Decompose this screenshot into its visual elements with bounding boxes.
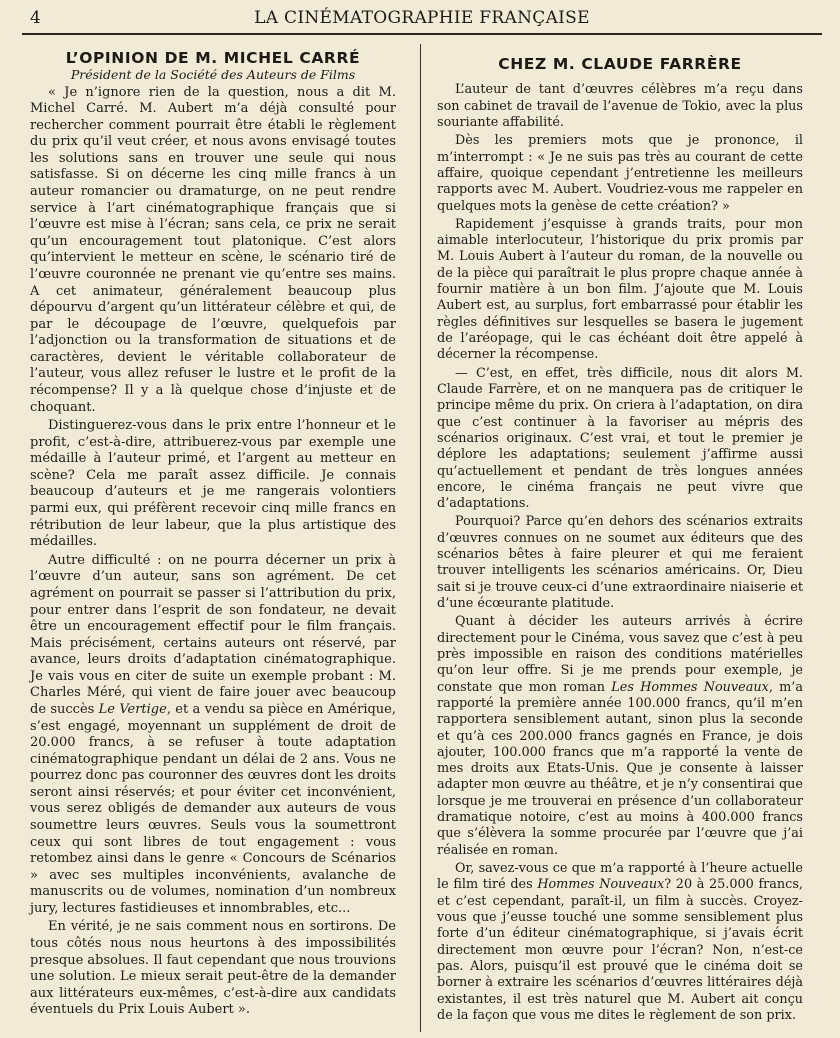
paragraph: Dès les premiers mots que je prononce, il m’interrompt : « Je ne suis pas très au courant de cette affaire, quoique cependant j’entretienne les meilleurs rapports avec M. Aubert. Voudriez-vous me rappeler en quelques mots la genèse de cette création? » — [437, 133, 803, 214]
paragraph: Pourquoi? Parce qu’en dehors des scénarios extraits d’œuvres connues on ne soumet aux éditeurs que des scénarios bêtes à faire pleurer et qui me feraient trouver intelligents les scénarios américains. Or, Dieu sait si je trouve ceux-ci d’une extraordinaire niaiserie et d’une écœurante platitude. — [437, 514, 803, 611]
right-article — [437, 50, 803, 1024]
paragraph: Distinguerez-vous dans le prix entre l’honneur et le profit, c’est-à-dire, attribuerez-vous par exemple une médaille à l’auteur primé, et l’argent au metteur en scène? Cela me paraît assez difficile. Je connais beaucoup d’auteurs et je me rangerais volontiers parmi eux, qui préfèrent recevoir cinq mille francs en rétribution de leur labeur, que la plus artistique des médailles. — [30, 418, 396, 550]
paragraph: « Je n’ignore rien de la question, nous a dit M. Michel Carré. M. Aubert m’a déjà consulté pour rechercher comment pourrait être établi le règlement du prix qu’il veut créer, et nous avons envisagé toutes les solutions sans en trouver une seule qui nous satisfasse. Si on décerne les cinq mille francs à un auteur romancier ou dramaturge, on ne peut rendre service à l’art cinématographique français que si l’œuvre est mise à l’écran; sans cela, ce prix ne serait qu’un encouragement tout platonique. C’est alors qu’intervient le metteur en scène, le scénario tiré de l’œuvre couronnée ne prenant vie qu’entre ses mains. A cet animateur, généralement beaucoup plus dépourvu d’argent qu’un littérateur célèbre et qui, de par le découpage de l’œuvre, quelquefois par l’adjonction ou la transformation de situations et de caractères, devient le véritable collaborateur de l’auteur, vous allez refuser le lustre et le profit de la récompense? Il y a là quelque chose d’injuste et de choquant. — [30, 84, 396, 415]
paragraph: — C’est, en effet, très difficile, nous dit alors M. Claude Farrère, et on ne manquera pas de critiquer le principe même du prix. On criera à l’adaptation, on dira que c’est continuer à la favoriser au mépris des scénarios originaux. C’est vrai, et tout le premier je déplore les adaptations; seulement j’affirme aussi qu’actuellement et pendant de très longues années encore, le cinéma français ne peut vivre que d’adaptations. — [437, 365, 803, 512]
column-divider — [420, 44, 421, 1032]
paragraph: En vérité, je ne sais comment nous en sortirons. De tous côtés nous nous heurtons à des impossibilités presque absolues. Il faut cependant que nous trouvions une solution. Le mieux serait peut-être de la demander aux littérateurs eux-mêmes, c’est-à-dire aux candidats éventuels du Prix Louis Aubert ». — [30, 919, 396, 1018]
header-rule — [22, 33, 822, 35]
right-article-title: CHEZ M. CLAUDE FARRÈRE — [498, 55, 742, 73]
page-header — [22, 4, 822, 32]
left-article-title: L’OPINION DE M. MICHEL CARRÉ — [65, 49, 361, 67]
paragraph: Autre difficulté : on ne pourra décerner un prix à l’œuvre d’un auteur, sans son agrément. De cet agrément on pourrait se passer si l’attribution du prix, pour entrer dans l’esprit de son fondateur, ne devait être un encouragement effectif pour le film français. Mais précisément, certains auteurs ont réservé, par avance, leurs droits d’adaptation cinématographique. Je vais vous en citer de suite un exemple probant : M. Charles Méré, qui vient de faire jouer avec beaucoup de succès Le Vertige, et a vendu sa pièce en Amérique, s’est engagé, moyennant un supplément de droit de 20.000 francs, à se refuser à toute adaptation cinématographique pendant un délai de 2 ans. Vous ne pourrez donc pas couronner des œuvres dont les droits seront ainsi réservés; et pour éviter cet inconvénient, vous serez obligés de demander aux auteurs de vous soumettre leurs œuvres. Seuls vous la soumettront ceux qui sont libres de tout engagement : vous retombez ainsi dans le genre « Concours de Scénarios » avec ses multiples inconvénients, avalanche de manuscrits ou de volumes, nomination d’un nombreux jury, lectures fastidieuses et innombrables, etc... — [30, 552, 396, 916]
journal-title: LA CINÉMATOGRAPHIE FRANÇAISE — [254, 8, 590, 28]
left-article — [30, 50, 396, 1019]
paragraph: Rapidement j’esquisse à grands traits, pour mon aimable interlocuteur, l’historique du prix promis par M. Louis Aubert à l’auteur du roman, de la nouvelle ou de la pièce qui paraîtrait le plus propre chaque année à fournir matière à un bon film. J’ajoute que M. Louis Aubert est, au surplus, fort embarrassé pour établir les règles définitives sur lesquelles se basera le jugement de l’aréopage, qui le cas échéant doit être appelé à décerner la récompense. — [437, 216, 803, 363]
left-article-subtitle: Président de la Société des Auteurs de Films — [70, 66, 356, 82]
paragraph: Or, savez-vous ce que m’a rapporté à l’heure actuelle le film tiré des Hommes Nouveaux? 20 à 25.000 francs, et c’est cependant, paraît-il, un film à succès. Croyez-vous que j’eusse touché une somme sensiblement plus forte d’un éditeur cinématographique, si j’avais écrit directement mon œuvre pour l’écran? Non, n’est-ce pas. Alors, puisqu’il est prouvé que le cinéma doit se borner à extraire les scénarios d’œuvres littéraires déjà existantes, il est très naturel que M. Aubert ait conçu de la façon que vous me dites le règlement de son prix. — [437, 861, 803, 1023]
page-number: 4 — [30, 8, 41, 28]
paragraph: L’auteur de tant d’œuvres célèbres m’a reçu dans son cabinet de travail de l’avenue de Tokio, avec la plus souriante affabilité. — [437, 82, 803, 130]
paragraph: Quant à décider les auteurs arrivés à écrire directement pour le Cinéma, vous savez que c’est à peu près impossible en raison des conditions matérielles qu’on leur offre. Si je me prends pour exemple, je constate que mon roman Les Hommes Nouveaux, m’a rapporté la première année 100.000 francs, qu’il m’en rapportera sensiblement autant, sinon plus la seconde et qu’à ces 200.000 francs gagnés en France, je dois ajouter, 100.000 francs que m’a rapporté la vente de mes droits aux Etats-Unis. Que je consente à laisser adapter mon œuvre au théâtre, et je n’y consentirai que lorsque je me trouverai en présence d’un collaborateur dramatique notoire, c’est au moins à 400.000 francs que s’élèvera la somme procurée par l’œuvre que j’ai réalisée en roman. — [437, 614, 804, 858]
